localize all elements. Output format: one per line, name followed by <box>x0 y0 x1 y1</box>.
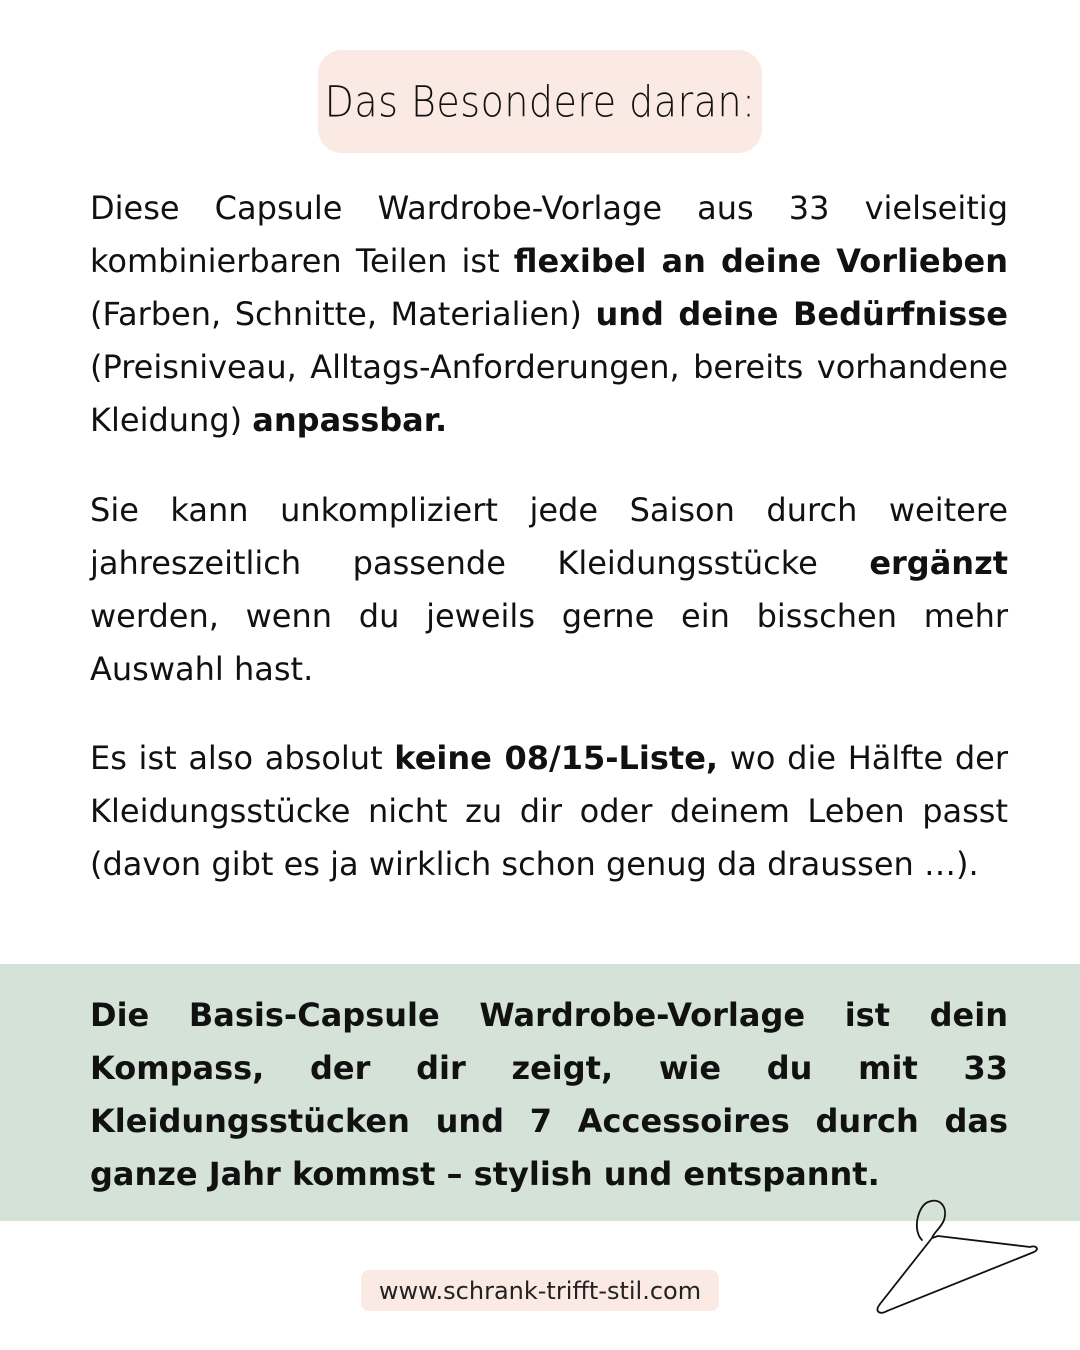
paragraph-no-standard-list <box>90 732 1008 891</box>
website-url: www.schrank-trifft-stil.com <box>378 1276 702 1305</box>
hanger-body <box>878 1236 1037 1313</box>
emphasis-text: und deine Bedürfnisse <box>595 295 1009 333</box>
hanger-hook <box>917 1201 945 1240</box>
emphasis-text: ergänzt <box>869 544 1008 582</box>
paragraph-text: Es ist also absolut <box>90 739 395 777</box>
paragraph-text: (Preisniveau, Alltags-Anforderungen, bereits vorhandene Kleidung) <box>90 348 1008 439</box>
emphasis-text: anpassbar. <box>252 401 448 439</box>
emphasis-text: keine 08/15-Liste, <box>394 739 719 777</box>
paragraph-text: Sie kann unkompliziert jede Saison durch weitere jahreszeitlich passende Kleidungsstücke <box>90 491 1008 582</box>
hanger-icon <box>868 1192 1043 1317</box>
paragraph-seasons <box>90 484 1008 696</box>
website-badge <box>361 1270 719 1311</box>
highlight-text: Die Basis-Capsule Wardrobe-Vorlage ist dein Kompass, der dir zeigt, wie du mit 33 Kleidungsstücken und 7 Accessoires durch das ganze Jahr kommst – stylish und entspannt. <box>90 996 1008 1193</box>
paragraph-text: (Farben, Schnitte, Materialien) <box>90 295 596 333</box>
paragraph-text: wo die Hälfte der Kleidungsstücke nicht zu dir oder deinem Leben passt (davon gibt es ja wirklich schon genug da draussen …). <box>90 739 1009 883</box>
title-badge <box>318 50 762 153</box>
page-title: Das Besondere daran: <box>324 76 756 127</box>
emphasis-text: flexibel an deine Vorlieben <box>513 242 1008 280</box>
paragraph-text: Diese Capsule Wardrobe-Vorlage aus 33 vielseitig kombinierbaren Teilen ist <box>90 189 1008 280</box>
paragraph-text: werden, wenn du jeweils gerne ein bisschen mehr Auswahl hast. <box>90 597 1008 688</box>
paragraph-flexibility <box>90 182 1008 447</box>
